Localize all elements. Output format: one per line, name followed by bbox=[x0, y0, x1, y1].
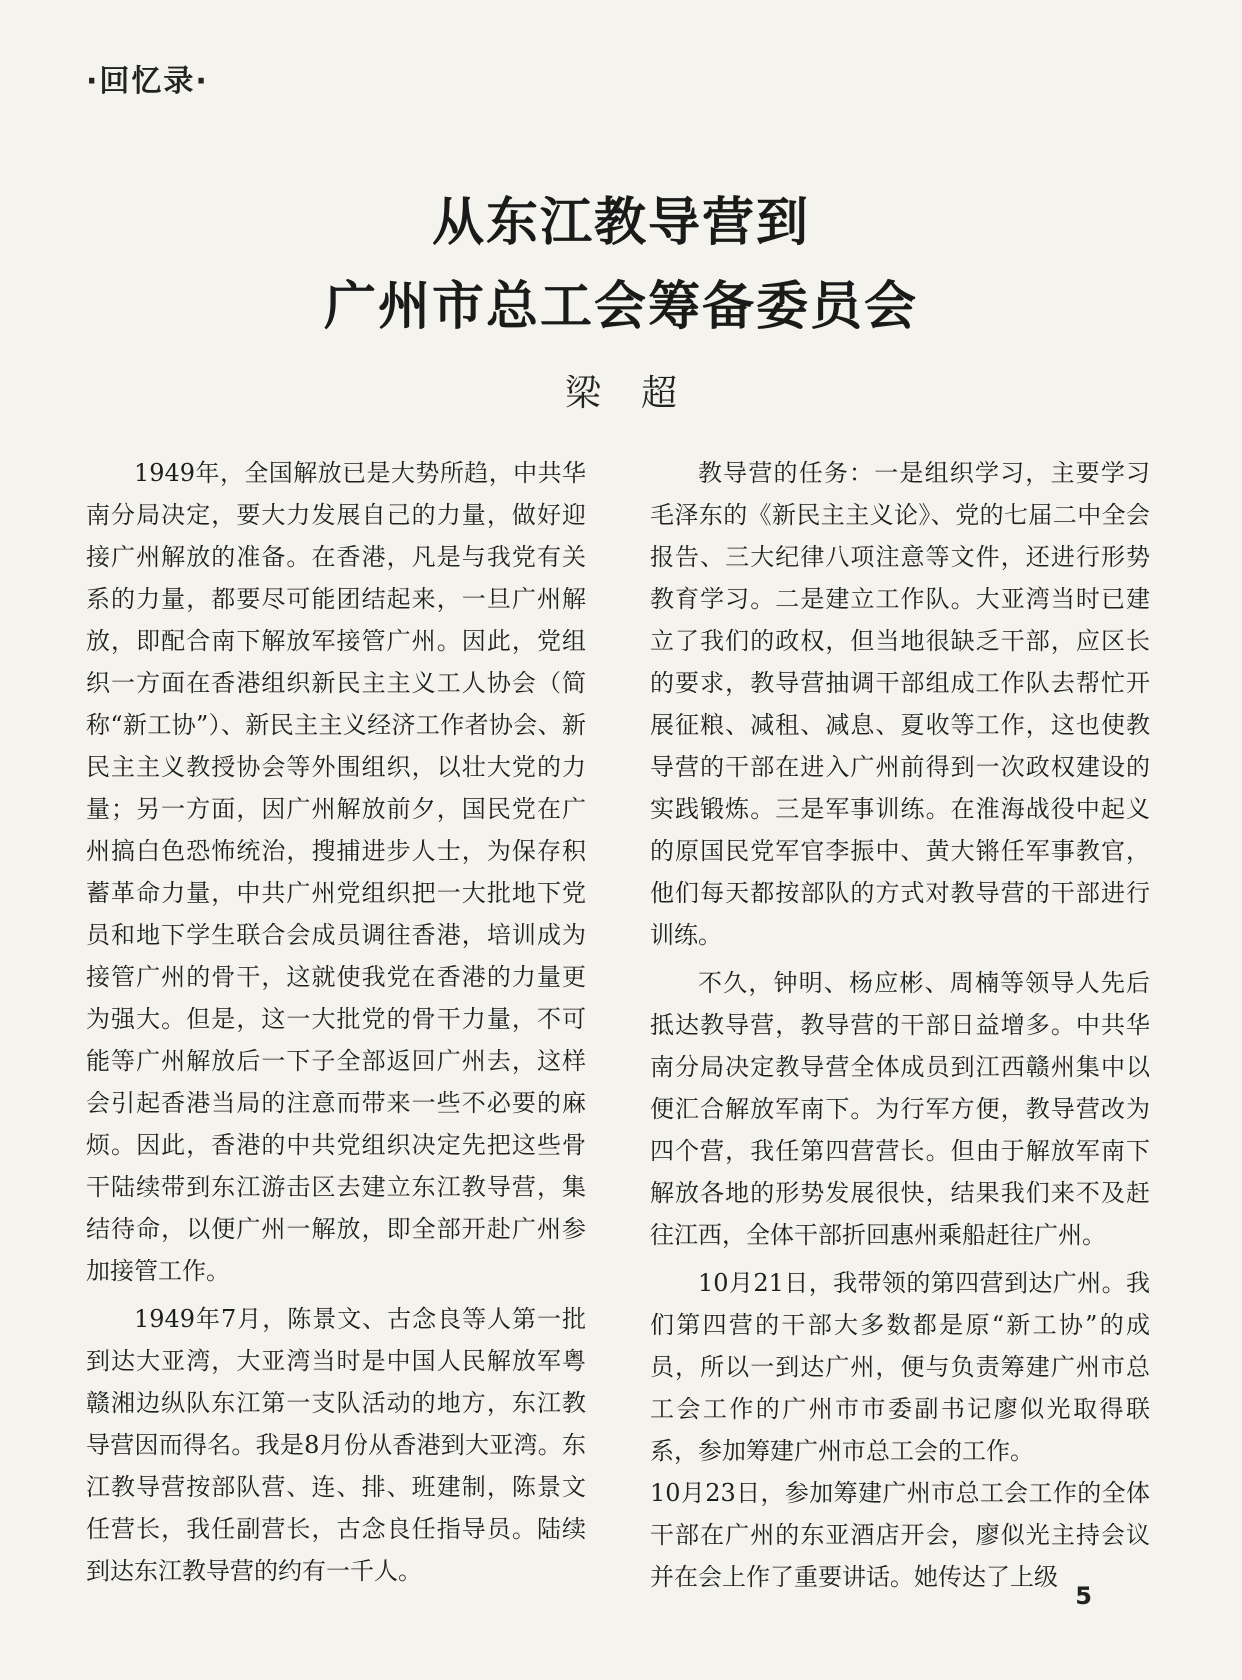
title-line-2: 广州市总工会筹备委员会 bbox=[323, 277, 918, 337]
paragraph: 不久，钟明、杨应彬、周楠等领导人先后抵达教导营，教导营的干部日益增多。中共华南分局决定教导营全体成员到江西赣州集中以便汇合解放军南下。为行军方便，教导营改为四个营，我任第四营营长。但由于解放军南下解放各地的形势发展很快，结果我们来不及赶往江西，全体干部折回惠州乘船赶往广州。 bbox=[650, 969, 1150, 1249]
paragraph: 1949年，全国解放已是大势所趋，中共华南分局决定，要大力发展自己的力量，做好迎接广州解放的准备。在香港，凡是与我党有关系的力量，都要尽可能团结起来，一旦广州解放，即配合南下解放军接管广州。因此，党组织一方面在香港组织新民主主义工人协会（简称“新工协”）、新民主主义经济工作者协会、新民主主义教授协会等外围组织，以壮大党的力量；另一方面，因广州解放前夕，国民党在广州搞白色恐怖统治，搜捕进步人士，为保存积蓄革命力量，中共广州党组织把一大批地下党员和地下学生联合会成员调往香港，培训成为接管广州的骨干，这就使我党在香港的力量更为强大。但是，这一大批党的骨干力量，不可能等广州解放后一下子全部返回广州去，这样会引起香港当局的注意而带来一些不必要的麻烦。因此，香港的中共党组织决定先把这些骨干陆续带到东江游击区去建立东江教导营，集结待命，以便广州一解放，即全部开赴广州参加接管工作。 bbox=[86, 459, 586, 1285]
article-title bbox=[0, 190, 1242, 358]
left-column bbox=[86, 452, 586, 1592]
section-tag: ·回忆录· bbox=[86, 64, 209, 99]
paragraph: 教导营的任务：一是组织学习，主要学习毛泽东的《新民主主义论》、党的七届二中全会报告、三大纪律八项注意等文件，还进行形势教育学习。二是建立工作队。大亚湾当时已建立了我们的政权，但当地很缺乏干部，应区长的要求，教导营抽调干部组成工作队去帮忙开展征粮、减租、减息、夏收等工作，这也使教导营的干部在进入广州前得到一次政权建设的实践锻炼。三是军事训练。在淮海战役中起义的原国民党军官李振中、黄大锵任军事教官，他们每天都按部队的方式对教导营的干部进行训练。 bbox=[650, 459, 1150, 949]
page-number: 5 bbox=[1075, 1582, 1092, 1610]
paragraph: 1949年7月，陈景文、古念良等人第一批到达大亚湾，大亚湾当时是中国人民解放军粤赣湘边纵队东江第一支队活动的地方，东江教导营因而得名。我是8月份从香港到大亚湾。东江教导营按部队营、连、排、班建制，陈景文任营长，我任副营长，古念良任指导员。陆续到达东江教导营的约有一千人。 bbox=[86, 1305, 586, 1585]
paragraph: 10月21日，我带领的第四营到达广州。我们第四营的干部大多数都是原“新工协”的成员，所以一到达广州，便与负责筹建广州市总工会工作的广州市市委副书记廖似光取得联系，参加筹建广州市总工会的工作。 bbox=[650, 1269, 1150, 1465]
author-name: 梁超 bbox=[564, 373, 717, 414]
right-column bbox=[650, 452, 1150, 1598]
paragraph: 10月23日，参加筹建广州市总工会工作的全体干部在广州的东亚酒店开会，廖似光主持会议并在会上作了重要讲话。她传达了上级 bbox=[650, 1479, 1150, 1591]
title-line-1: 从东江教导营到 bbox=[431, 193, 810, 253]
